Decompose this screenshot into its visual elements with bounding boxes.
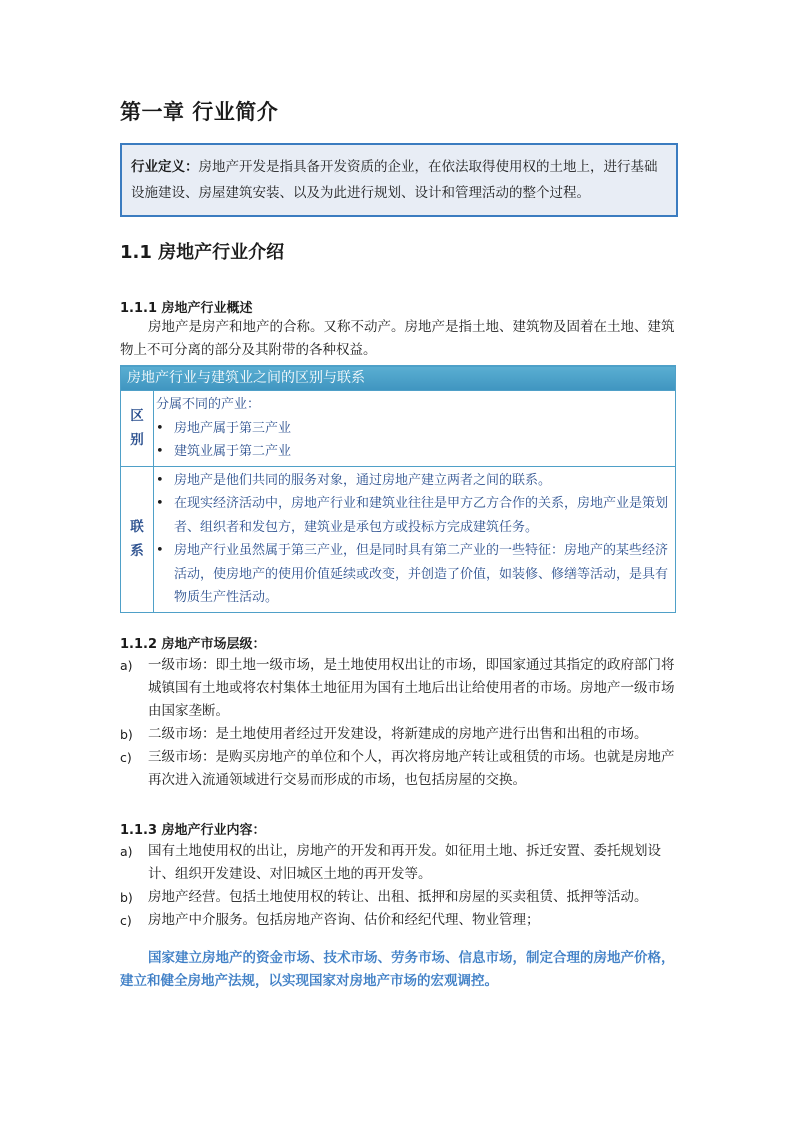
list-item: c) 房地产中介服务。包括房地产咨询、估价和经纪代理、物业管理； [120,912,540,928]
subsection-title-overview: 1.1.1 房地产行业概述 [120,301,253,316]
connection-cell [154,466,676,612]
list-item: • 在现实经济活动中，房地产行业和建筑业往往是甲方乙方合作的关系，房地产业是策划者、组织者和发包方，建筑业是承包方或投标方完成建筑任务。 [156,492,671,539]
table-row [121,391,676,467]
definition-label: 行业定义： [131,159,199,175]
subsection-title-content: 1.1.3 房地产行业内容： [120,823,266,838]
overview-paragraph: 房地产是房产和地产的合称。又称不动产。房地产是指土地、建筑物及固着在土地、建筑物上不可分离的部分及其附带的各种权益。 [120,319,675,358]
section-title: 1.1 房地产行业介绍 [120,242,285,263]
list-item: • 房地产行业虽然属于第三产业，但是同时具有第二产业的一些特征：房地产的某些经济活动，使房地产的使用价值延续或改变，并创造了价值，如装修、修缮等活动，是具有物质生产性活动。 [156,539,671,610]
comparison-table [120,365,676,613]
table-row [121,466,676,612]
difference-intro: 分属不同的产业： [156,397,261,412]
definition-box [120,143,678,217]
closing-paragraph: 国家建立房地产的资金市场、技术市场、劳务市场、信息市场，制定合理的房地产价格，建立和健全房地产法规，以实现国家对房地产市场的宏观调控。 [120,950,675,989]
subsection-title-market-levels: 1.1.2 房地产市场层级： [120,637,266,652]
difference-cell [154,391,676,467]
list-item: b) 房地产经营。包括土地使用权的转让、出租、抵押和房屋的买卖租赁、抵押等活动。 [120,889,648,905]
chapter-title: 第一章 行业简介 [120,100,279,124]
list-item: c) 三级市场：是购买房地产的单位和个人，再次将房地产转让或租赁的市场。也就是房地产再次进入流通领域进行交易而形成的市场，也包括房屋的交换。 [120,749,675,788]
list-item: • 房地产属于第三产业 [156,417,671,441]
list-item: • 建筑业属于第二产业 [156,440,671,464]
list-item: b) 二级市场：是土地使用者经过开发建设，将新建成的房地产进行出售和出租的市场。 [120,726,648,742]
table-header: 房地产行业与建筑业之间的区别与联系 [121,366,676,391]
list-item: • 房地产是他们共同的服务对象，通过房地产建立两者之间的联系。 [156,469,671,493]
row-label-difference: 区 别 [121,391,154,467]
row-label-connection: 联 系 [121,466,154,612]
market-levels-list [120,654,676,792]
definition-text: 房地产开发是指具备开发资质的企业，在依法取得使用权的土地上，进行基础设施建设、房屋建筑安装、以及为此进行规划、设计和管理活动的整个过程。 [131,159,658,201]
industry-content-list [120,840,676,932]
list-item: a) 一级市场：即土地一级市场，是土地使用权出让的市场，即国家通过其指定的政府部门将城镇国有土地或将农村集体土地征用为国有土地后出让给使用者的市场。房地产一级市场由国家垄断。 [120,657,675,719]
list-item: a) 国有土地使用权的出让，房地产的开发和再开发。如征用土地、拆迁安置、委托规划设计、组织开发建设、对旧城区土地的再开发等。 [120,843,661,882]
